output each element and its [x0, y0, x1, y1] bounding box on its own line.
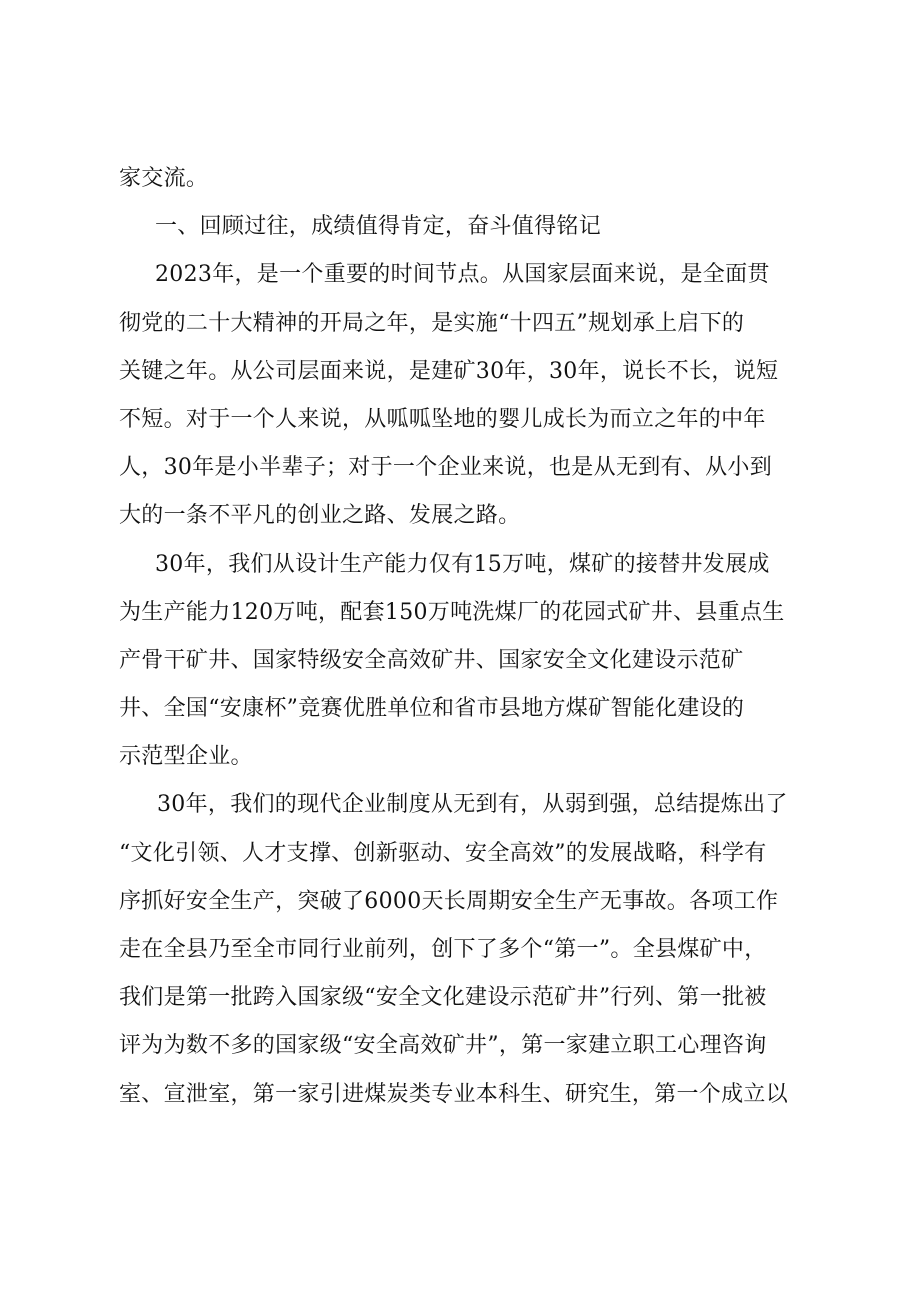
- paragraph-2: [119, 541, 809, 782]
- text-line: 评为为数不多的国家级“安全高效矿井”，第一家建立职工心理咨询: [119, 1033, 767, 1059]
- text-line: 序抓好安全生产，突破了6000天长周期安全生产无事故。各项工作: [119, 888, 779, 914]
- text-line: 关键之年。从公司层面来说，是建矿30年，30年，说长不长，说短: [119, 358, 779, 384]
- text-line: 30年，我们的现代企业制度从无到有，从弱到强，总结提炼出了: [157, 792, 788, 818]
- text-line: “文化引领、人才支撑、创新驱动、安全高效”的发展战略，科学有: [119, 840, 767, 866]
- text-line: 一、回顾过往，成绩值得肯定，奋斗值得铭记: [155, 214, 602, 240]
- text-line: 30年，我们从设计生产能力仅有15万吨，煤矿的接替井发展成: [155, 551, 770, 577]
- text-line: 为生产能力120万吨，配套150万吨洗煤厂的花园式矿井、县重点生: [119, 599, 785, 625]
- section-heading: [119, 203, 809, 251]
- text-line: 人，30年是小半辈子；对于一个企业来说，也是从无到有、从小到: [119, 455, 772, 481]
- text-line: 井、全国“安康杯”竞赛优胜单位和省市县地方煤矿智能化建设的: [119, 696, 745, 722]
- text-line: 2023年，是一个重要的时间节点。从国家层面来说，是全面贯: [155, 262, 770, 288]
- paragraph-3: [119, 781, 809, 1118]
- text-line: 我们是第一批跨入国家级“安全文化建设示范矿井”行列、第一批被: [119, 985, 767, 1011]
- paragraph-1: [119, 251, 809, 540]
- text-line: 产骨干矿井、国家特级安全高效矿井、国家安全文化建设示范矿: [119, 647, 744, 673]
- paragraph-continuation: [119, 155, 809, 203]
- text-line: 大的一条不平凡的创业之路、发展之路。: [119, 503, 521, 529]
- text-line: 不短。对于一个人来说，从呱呱坠地的婴儿成长为而立之年的中年: [119, 406, 766, 432]
- text-line: 彻党的二十大精神的开局之年，是实施“十四五”规划承上启下的: [119, 310, 745, 336]
- text-line: 走在全县乃至全市同行业前列，创下了多个“第一”。全县煤矿中，: [119, 937, 767, 962]
- document-body: [119, 155, 809, 1119]
- text-line: 家交流。: [119, 166, 209, 191]
- text-line: 示范型企业。: [119, 744, 253, 770]
- text-line: 室、宣泄室，第一家引进煤炭类专业本科生、研究生，第一个成立以: [119, 1081, 789, 1107]
